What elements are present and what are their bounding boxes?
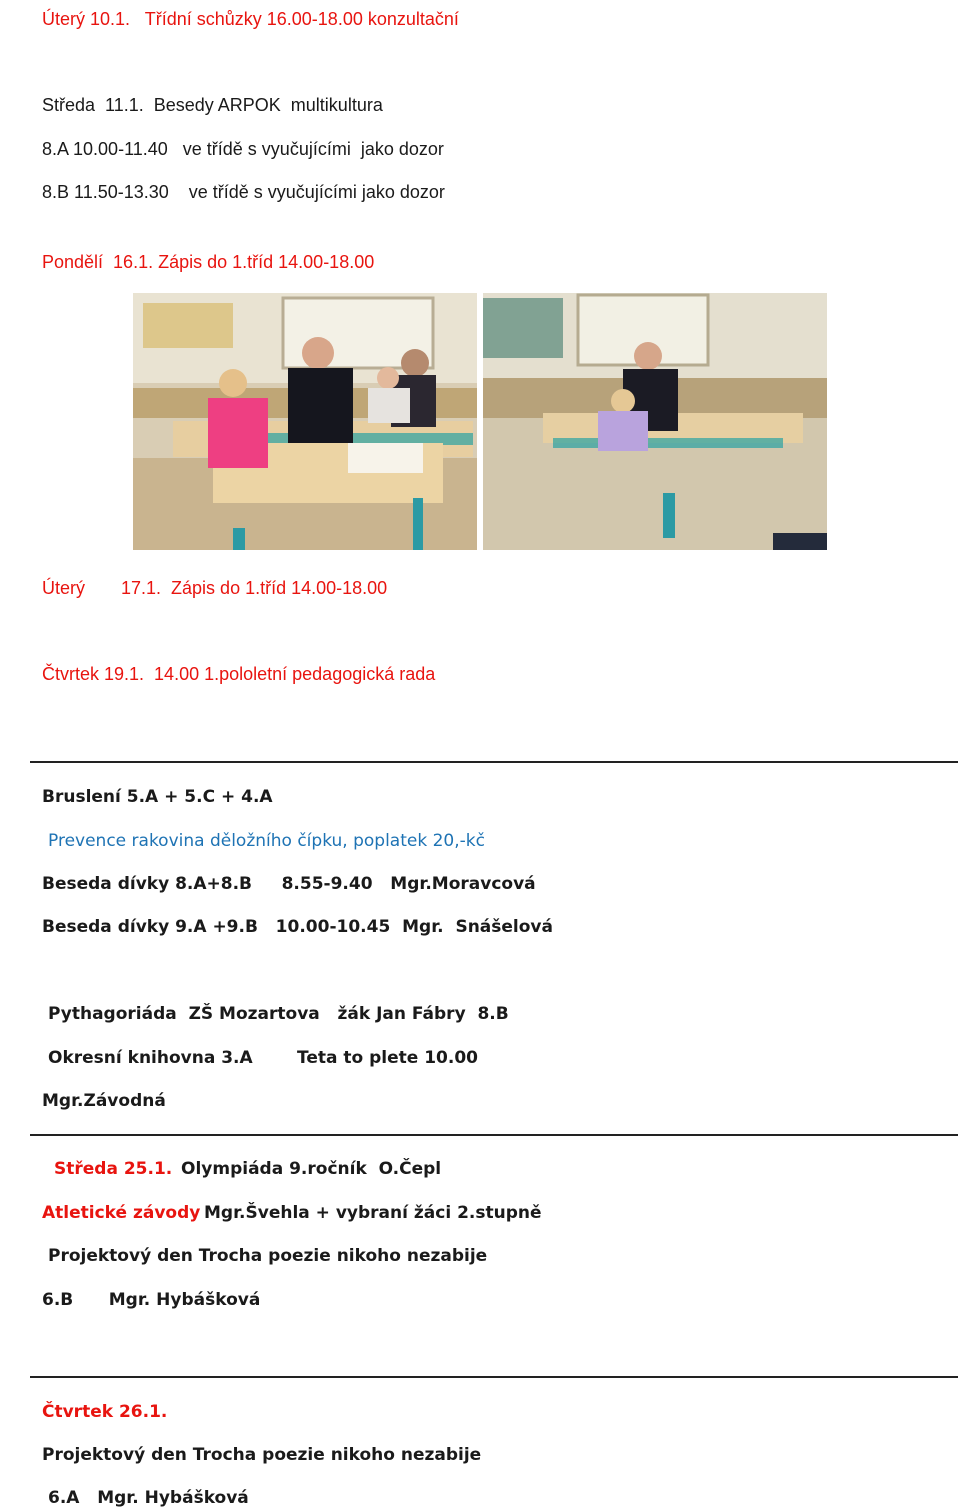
event-line: Beseda dívky 8.A+8.B 8.55-9.40 Mgr.Moravcová <box>42 874 536 894</box>
event-line: Mgr.Závodná <box>42 1091 166 1111</box>
event-line: Projektový den Trocha poezie nikoho nezabije <box>48 1246 488 1266</box>
event-line: Prevence rakovina děložního čípku, poplatek 20,-kč <box>48 831 485 851</box>
event-line: Pondělí 16.1. Zápis do 1.tříd 14.00-18.00 <box>42 252 375 272</box>
event-line: Čtvrtek 19.1. 14.00 1.pololetní pedagogická rada <box>42 664 436 684</box>
event-line: Středa 25.1. <box>54 1159 173 1179</box>
event-line: 8.B 11.50-13.30 ve třídě s vyučujícími jako dozor <box>42 182 445 202</box>
event-line: Beseda dívky 9.A +9.B 10.00-10.45 Mgr. Snášelová <box>42 917 553 937</box>
event-line: 17.1. Zápis do 1.tříd 14.00-18.00 <box>121 578 388 598</box>
event-line: Čtvrtek 26.1. <box>42 1402 168 1422</box>
divider <box>30 1134 958 1136</box>
divider <box>30 761 958 763</box>
event-line: Okresní knihovna 3.A <box>48 1048 253 1068</box>
event-line: Mgr.Švehla + vybraní žáci 2.stupně <box>204 1203 542 1223</box>
classroom-photo <box>483 293 827 550</box>
event-line: Středa 11.1. Besedy ARPOK multikultura <box>42 95 383 115</box>
classroom-photo <box>133 293 477 550</box>
divider <box>30 1376 958 1378</box>
event-line: Pythagoriáda ZŠ Mozartova žák Jan Fábry 8.B <box>48 1004 509 1024</box>
event-line: Bruslení 5.A + 5.C + 4.A <box>42 787 273 807</box>
event-line: 6.B Mgr. Hybášková <box>42 1290 261 1310</box>
event-line: 6.A Mgr. Hybášková <box>48 1488 249 1508</box>
event-line: Úterý <box>42 578 86 598</box>
event-line: Olympiáda 9.ročník O.Čepl <box>181 1159 442 1179</box>
event-line: Atletické závody <box>42 1203 201 1223</box>
event-line: Úterý 10.1. Třídní schůzky 16.00-18.00 konzultační <box>42 9 459 29</box>
event-line: 8.A 10.00-11.40 ve třídě s vyučujícími jako dozor <box>42 139 444 159</box>
event-line: Teta to plete 10.00 <box>297 1048 478 1068</box>
event-line: Projektový den Trocha poezie nikoho nezabije <box>42 1445 482 1465</box>
